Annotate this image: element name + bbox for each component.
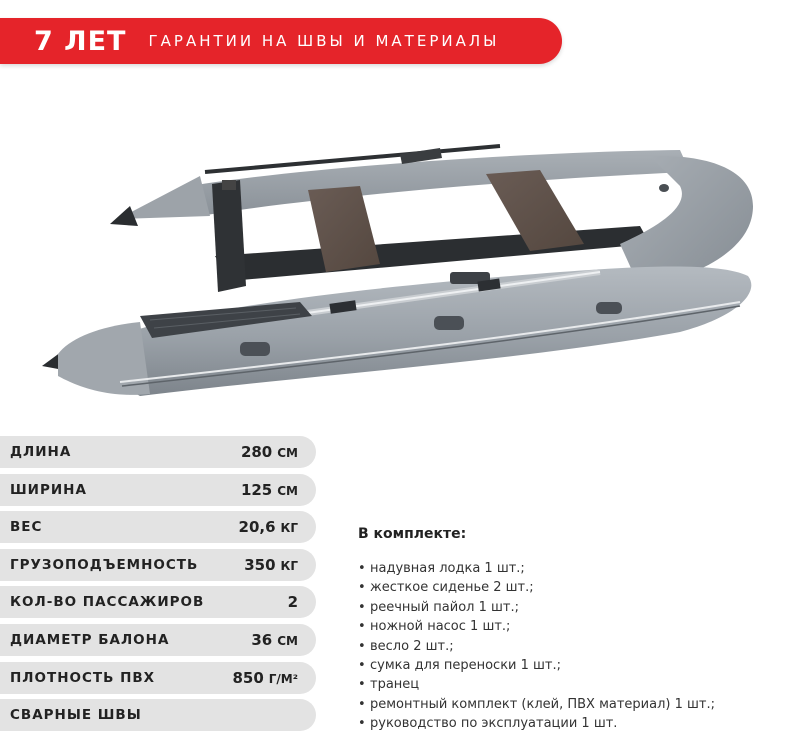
spec-label: ВЕС [10, 519, 43, 536]
spec-row-capacity [0, 549, 316, 581]
spec-value: 36 СМ [251, 630, 298, 649]
spec-unit: СМ [277, 633, 298, 648]
spec-value: 280 СМ [240, 443, 298, 461]
inflatable-boat-icon [0, 76, 800, 426]
list-item: • надувная лодка 1 шт.; [358, 559, 788, 578]
list-item: • весло 2 шт.; [358, 637, 788, 656]
spec-row-width [0, 474, 316, 506]
list-item: • транец [358, 675, 788, 694]
spec-row-weight [0, 511, 316, 543]
kit-contents [358, 526, 788, 734]
spec-value: 125 СМ [240, 480, 298, 499]
spec-row-length [0, 436, 316, 468]
spec-row-tube-diameter [0, 624, 316, 656]
list-item: • жесткое сиденье 2 шт.; [358, 578, 788, 597]
warranty-years: 7 ЛЕТ [34, 25, 127, 57]
spec-label: КОЛ-ВО ПАССАЖИРОВ [10, 594, 205, 611]
kit-list [358, 559, 788, 734]
spec-label: ШИРИНА [10, 481, 87, 498]
list-item: • реечный пайол 1 шт.; [358, 598, 788, 617]
spec-value: 2 [287, 593, 298, 612]
spec-row-welded-seams [0, 699, 316, 731]
spec-label: ПЛОТНОСТЬ ПВХ [10, 669, 156, 686]
spec-row-passengers [0, 586, 316, 618]
specs-table [0, 436, 316, 737]
spec-label: ДИАМЕТР БАЛОНА [10, 631, 170, 648]
spec-value: 850 Г/М² [232, 668, 298, 687]
warranty-banner [0, 18, 562, 64]
spec-unit: СМ [277, 446, 298, 460]
spec-label: ГРУЗОПОДЪЕМНОСТЬ [10, 556, 199, 573]
spec-unit: Г/М² [268, 671, 298, 686]
spec-value: 20,6 КГ [238, 518, 298, 537]
spec-value: 350 КГ [244, 555, 298, 574]
spec-label: СВАРНЫЕ ШВЫ [10, 707, 142, 724]
list-item: • ремонтный комплект (клей, ПВХ материал) 1 шт.; [358, 695, 788, 714]
spec-row-pvc-density [0, 662, 316, 694]
warranty-text: ГАРАНТИИ НА ШВЫ И МАТЕРИАЛЫ [148, 32, 500, 50]
product-photo [0, 76, 800, 426]
spec-unit: КГ [280, 558, 298, 573]
spec-unit: КГ [280, 521, 298, 536]
spec-label: ДЛИНА [10, 444, 72, 460]
spec-unit: СМ [277, 483, 298, 498]
list-item: • сумка для переноски 1 шт.; [358, 656, 788, 675]
kit-title: В комплекте: [358, 526, 467, 542]
list-item: • руководство по эксплуатации 1 шт. [358, 714, 788, 733]
list-item: • ножной насос 1 шт.; [358, 617, 788, 636]
